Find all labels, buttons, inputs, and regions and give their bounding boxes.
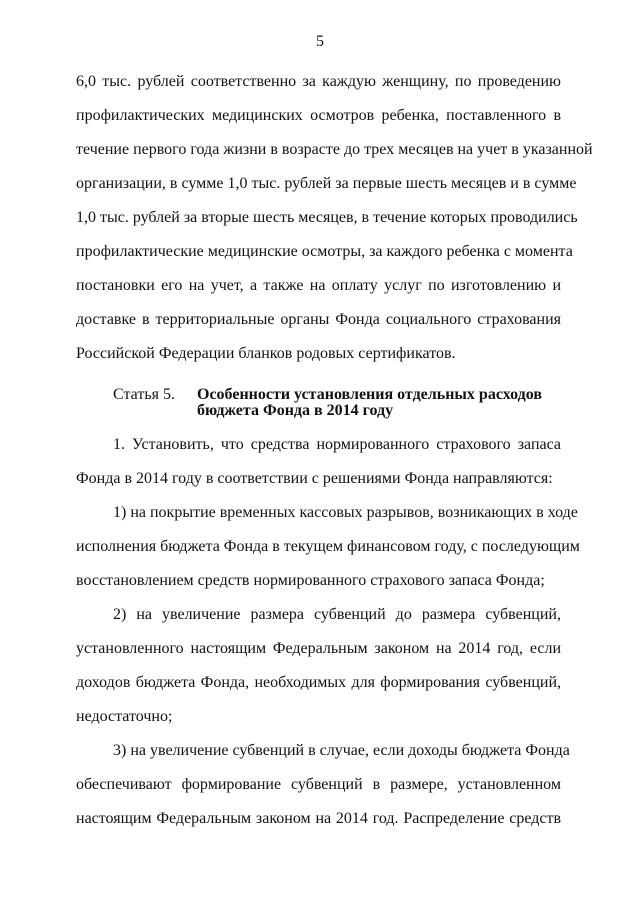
text-line: обеспечивают формирование субвенций в размере, установленном	[76, 776, 561, 793]
article-label: Статья 5.	[113, 386, 175, 403]
text-line: профилактические медицинские осмотры, за каждого ребенка с момента	[76, 243, 573, 260]
text-line: 1. Установить, что средства нормированного страхового запаса	[113, 436, 561, 453]
text-line: исполнения бюджета Фонда в текущем финансовом году, с последующим	[76, 538, 580, 555]
article-title-line: бюджета Фонда в 2014 году	[197, 402, 394, 419]
text-line: организации, в сумме 1,0 тыс. рублей за первые шесть месяцев и в сумме	[76, 175, 577, 192]
text-line: 6,0 тыс. рублей соответственно за каждую женщину, по проведению	[76, 73, 561, 90]
text-line: Российской Федерации бланков родовых сертификатов.	[76, 345, 456, 362]
text-line: течение первого года жизни в возрасте до трех месяцев на учет в указанной	[76, 141, 593, 158]
text-line: 2) на увеличение размера субвенций до размера субвенций,	[113, 606, 561, 623]
text-line: 1,0 тыс. рублей за вторые шесть месяцев, в течение которых проводились	[76, 209, 578, 226]
text-line: доставке в территориальные органы Фонда социального страхования	[76, 311, 561, 328]
text-line: профилактических медицинских осмотров ребенка, поставленного в	[76, 107, 561, 124]
text-line: восстановлением средств нормированного страхового запаса Фонда;	[76, 572, 545, 589]
article-title-line: Особенности установления отдельных расходов	[197, 386, 542, 403]
text-line: установленного настоящим Федеральным законом на 2014 год, если	[76, 640, 561, 657]
text-line: 3) на увеличение субвенций в случае, если доходы бюджета Фонда	[113, 742, 570, 759]
text-line: недостаточно;	[76, 708, 173, 725]
page-number: 5	[316, 33, 324, 50]
text-line: Фонда в 2014 году в соответствии с решениями Фонда направляются:	[76, 470, 553, 487]
text-line: настоящим Федеральным законом на 2014 год. Распределение средств	[76, 810, 561, 827]
text-line: доходов бюджета Фонда, необходимых для формирования субвенций,	[76, 674, 561, 691]
text-line: 1) на покрытие временных кассовых разрывов, возникающих в ходе	[113, 504, 578, 521]
text-line: постановки его на учет, а также на оплату услуг по изготовлению и	[76, 277, 561, 294]
